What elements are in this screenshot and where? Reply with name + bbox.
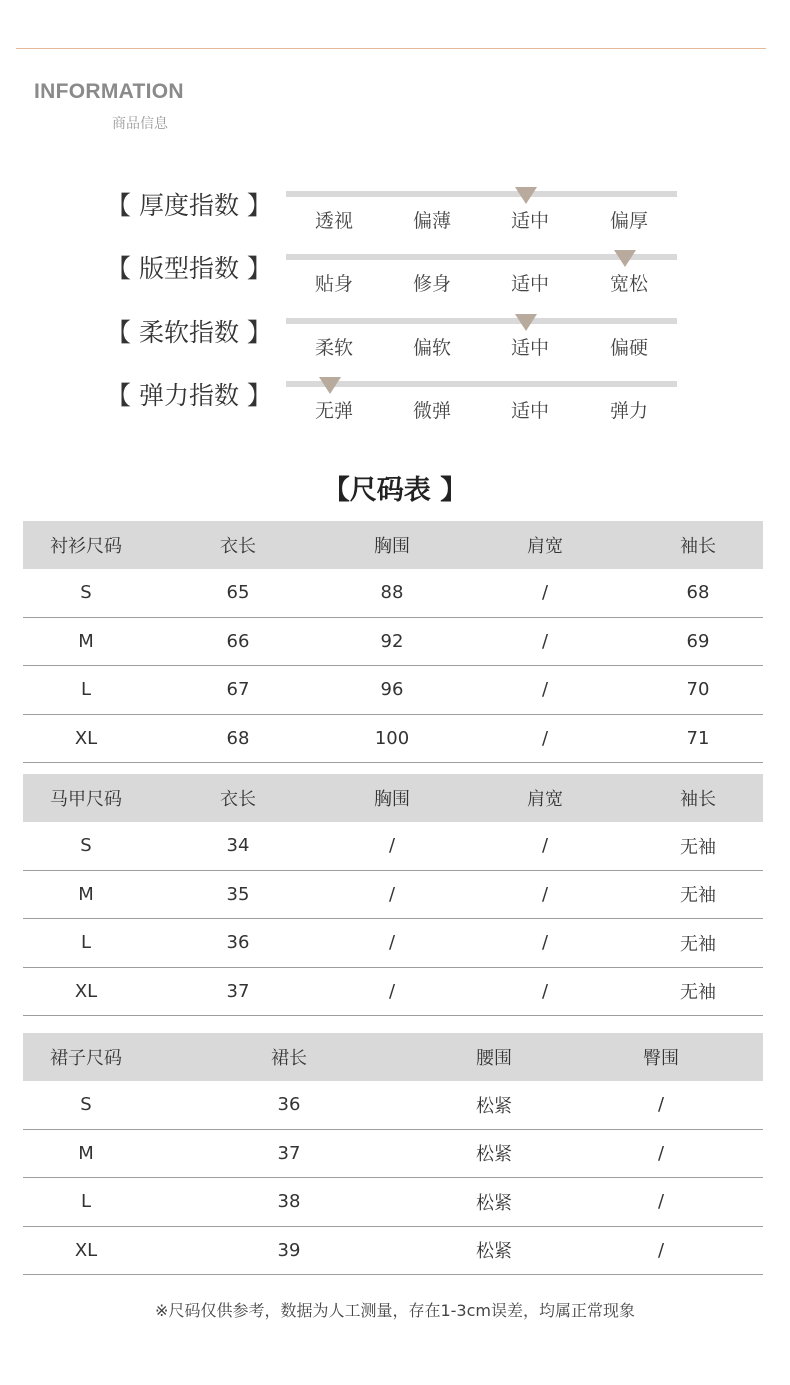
table-cell: 松紧 [429,1226,559,1275]
vest-size-table [23,774,763,1016]
table-cell: 65 [149,569,327,617]
index-marker-icon [319,377,341,394]
table-cell: 96 [327,666,457,715]
table-cell: 69 [633,617,763,666]
index-label: 【 弹力指数 】 [106,381,272,410]
table-cell: / [457,870,633,919]
table-cell: / [327,822,457,870]
table-cell: / [457,569,633,617]
table-cell: 68 [149,714,327,763]
table-cell: S [23,822,149,870]
column-header: 胸围 [327,774,457,822]
table-row [23,714,763,763]
index-tick-label: 透视 [314,210,353,232]
size-chart-title: 【尺码表 】 [322,475,468,506]
table-cell: 68 [633,569,763,617]
table-cell: S [23,1081,149,1129]
index-scale-bar [286,381,677,387]
column-header: 马甲尺码 [23,774,149,822]
index-tick-label: 弹力 [609,400,648,422]
table-cell: M [23,1129,149,1178]
table-cell: L [23,1178,149,1227]
table-cell: M [23,617,149,666]
table-header-row [23,774,763,822]
column-header: 裙长 [149,1033,429,1081]
table-cell: 无袖 [633,822,763,870]
index-row [0,376,790,436]
column-header: 胸围 [327,521,457,569]
table-cell: 67 [149,666,327,715]
index-marker-icon [515,314,537,331]
table-cell: M [23,870,149,919]
index-tick-label: 适中 [510,337,549,359]
table-cell: 无袖 [633,919,763,968]
table-cell: / [457,617,633,666]
table-cell: / [327,967,457,1016]
index-tick-label: 宽松 [609,273,648,295]
column-header: 袖长 [633,774,763,822]
table-cell: S [23,569,149,617]
table-header-row [23,1033,763,1081]
table-cell: 36 [149,919,327,968]
table-cell: 100 [327,714,457,763]
table-cell: 39 [149,1226,429,1275]
index-tick-label: 偏软 [412,337,451,359]
table-cell: / [457,967,633,1016]
index-label: 【 版型指数 】 [106,254,272,283]
table-cell: / [559,1081,763,1129]
index-row [0,313,790,373]
table-row [23,919,763,968]
table-cell: / [559,1178,763,1227]
table-cell: / [457,666,633,715]
index-tick-label: 偏厚 [609,210,648,232]
index-tick-label: 适中 [510,273,549,295]
table-cell: L [23,919,149,968]
table-header-row [23,521,763,569]
skirt-size-table [23,1033,763,1275]
table-cell: / [457,714,633,763]
size-note: ※尺码仅供参考，数据为人工测量，存在1-3cm误差，均属正常现象 [155,1301,635,1320]
index-tick-label: 适中 [510,210,549,232]
table-cell: 66 [149,617,327,666]
shirt-size-table [23,521,763,763]
table-cell: 松紧 [429,1178,559,1227]
section-title-cn: 商品信息 [112,116,168,132]
index-tick-label: 柔软 [314,337,353,359]
table-cell: 35 [149,870,327,919]
table-row [23,1129,763,1178]
index-row [0,186,790,246]
section-title-en: INFORMATION [34,80,184,103]
table-row [23,1081,763,1129]
table-cell: 37 [149,967,327,1016]
table-cell: 松紧 [429,1129,559,1178]
index-tick-label: 微弹 [412,400,451,422]
table-cell: XL [23,714,149,763]
column-header: 衣长 [149,774,327,822]
table-cell: 88 [327,569,457,617]
table-row [23,870,763,919]
table-cell: / [559,1129,763,1178]
column-header: 肩宽 [457,521,633,569]
column-header: 衬衫尺码 [23,521,149,569]
column-header: 衣长 [149,521,327,569]
top-divider [16,48,766,49]
table-cell: 36 [149,1081,429,1129]
column-header: 肩宽 [457,774,633,822]
table-cell: 无袖 [633,967,763,1016]
index-tick-label: 偏硬 [609,337,648,359]
index-marker-icon [614,250,636,267]
index-scale-bar [286,318,677,324]
table-cell: 37 [149,1129,429,1178]
table-cell: 38 [149,1178,429,1227]
index-marker-icon [515,187,537,204]
table-cell: 92 [327,617,457,666]
table-cell: XL [23,1226,149,1275]
index-tick-label: 贴身 [314,273,353,295]
table-row [23,1226,763,1275]
table-cell: / [559,1226,763,1275]
index-scale-bar [286,191,677,197]
table-cell: / [327,919,457,968]
table-row [23,1178,763,1227]
index-tick-label: 修身 [412,273,451,295]
index-label: 【 厚度指数 】 [106,191,272,220]
column-header: 臀围 [559,1033,763,1081]
table-cell: / [457,919,633,968]
table-row [23,666,763,715]
table-cell: / [327,870,457,919]
index-tick-label: 偏薄 [412,210,451,232]
table-cell: L [23,666,149,715]
table-cell: / [457,822,633,870]
table-cell: 70 [633,666,763,715]
index-tick-label: 适中 [510,400,549,422]
table-row [23,967,763,1016]
table-row [23,569,763,617]
column-header: 裙子尺码 [23,1033,149,1081]
table-row [23,617,763,666]
table-cell: 34 [149,822,327,870]
column-header: 袖长 [633,521,763,569]
table-cell: 无袖 [633,870,763,919]
table-cell: XL [23,967,149,1016]
index-label: 【 柔软指数 】 [106,318,272,347]
index-row [0,249,790,309]
table-cell: 松紧 [429,1081,559,1129]
index-tick-label: 无弹 [314,400,353,422]
column-header: 腰围 [429,1033,559,1081]
table-cell: 71 [633,714,763,763]
table-row [23,822,763,870]
